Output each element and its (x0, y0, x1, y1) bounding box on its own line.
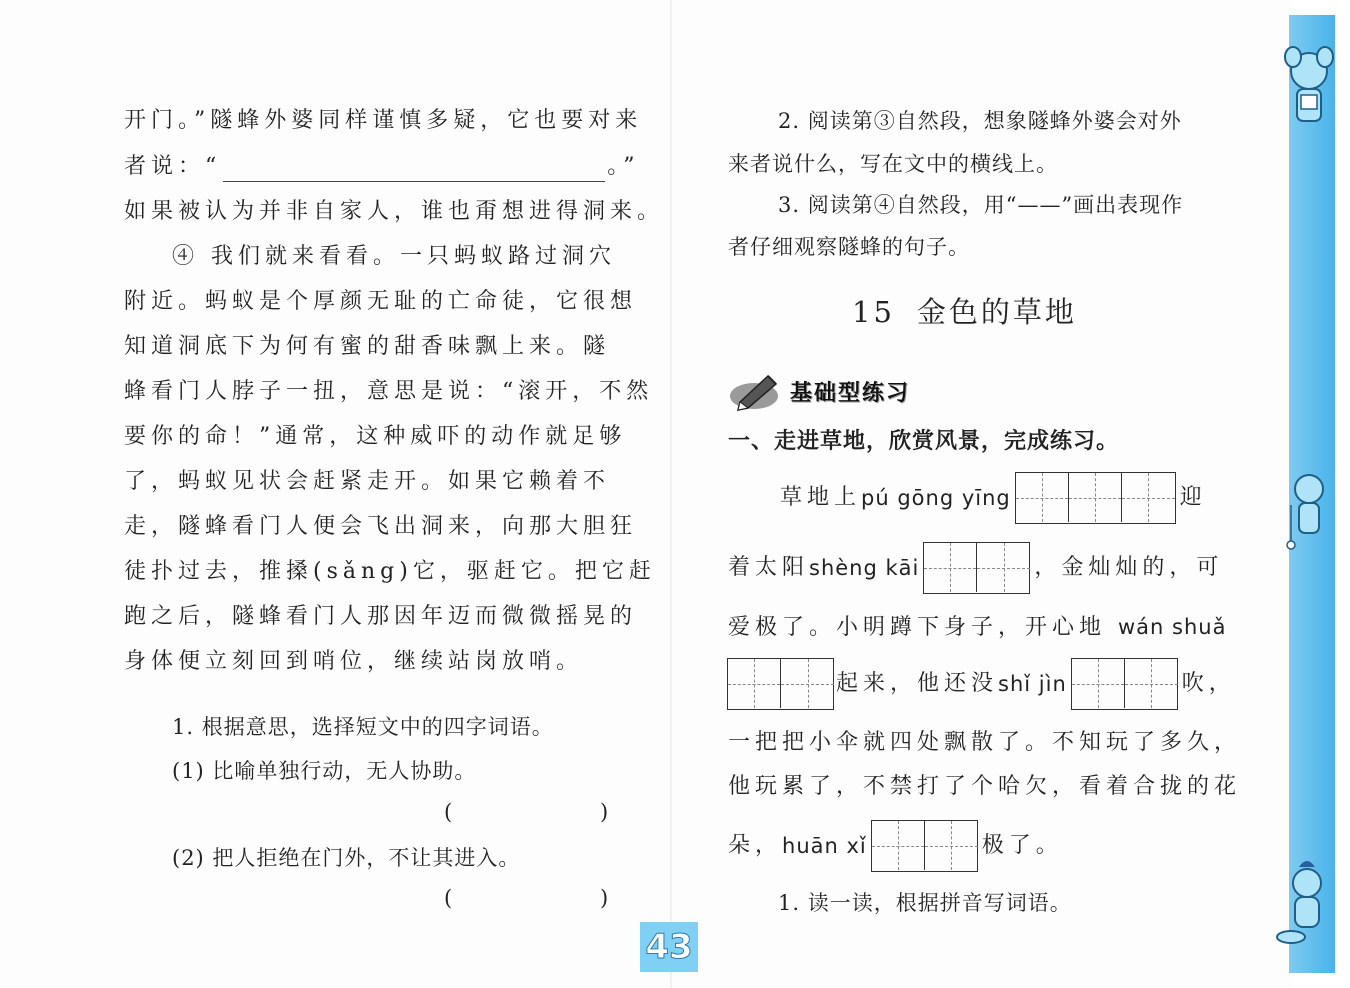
text: 着太阳 (728, 555, 810, 580)
lesson-number: 15 (852, 295, 895, 329)
text: 极了。 (981, 833, 1063, 858)
text: ，金灿灿的，可 (1034, 555, 1224, 580)
answer-grid[interactable] (1015, 472, 1176, 524)
passage-blank-line (124, 152, 640, 182)
answer-grid[interactable] (1071, 658, 1178, 710)
page-number: 43 (640, 922, 698, 972)
answer-grid[interactable] (871, 820, 978, 872)
answer-blank-line[interactable] (223, 155, 605, 182)
text: 起来，他还没 (836, 671, 999, 696)
exercise-line-1 (780, 470, 1207, 526)
exercise-line-4 (727, 656, 1236, 712)
cartoon-mascot-icon (1279, 465, 1335, 555)
answer-paren-close: ) (600, 886, 609, 910)
exercise-heading: 一、走进草地，欣赏风景，完成练习。 (728, 429, 1120, 454)
pinyin: pú gōng yīng (861, 486, 1011, 510)
pinyin: shǐ jìn (998, 672, 1067, 696)
answer-paren-open: ( (444, 800, 453, 824)
question-3-line2: 者仔细观察隧蜂的句子。 (728, 235, 970, 259)
cartoon-mascot-icon (1281, 37, 1337, 147)
question-2-line2: 来者说什么，写在文中的横线上。 (728, 152, 1058, 176)
exercise-line-2 (728, 540, 1223, 596)
passage-line: 开门。”隧蜂外婆同样谨慎多疑，它也要对来 (124, 108, 643, 133)
question-2-line1: 2. 阅读第③自然段，想象隧蜂外婆会对外 (778, 109, 1182, 133)
exercise-line-7 (728, 818, 1063, 874)
lesson-name: 金色的草地 (916, 295, 1077, 329)
sub-question-1: 1. 读一读，根据拼音写词语。 (778, 891, 1072, 915)
question-1-a: (1) 比喻单独行动，无人协助。 (172, 759, 477, 783)
answer-paren-close: ) (600, 800, 609, 824)
side-decoration-strip (1289, 15, 1335, 973)
passage-line: 了，蚂蚁见状会赶紧走开。如果它赖着不 (124, 469, 611, 494)
blank-prefix: 者说：“ (124, 154, 222, 179)
lesson-title (852, 290, 1077, 331)
exercise-line-5: 一把把小伞就四处飘散了。不知玩了多久， (728, 730, 1242, 755)
passage-line: 徒扑过去，推搡(sǎng)它，驱赶它。把它赶 (124, 559, 656, 584)
passage-line: 身体便立刻回到哨位，继续站岗放哨。 (124, 649, 584, 674)
cartoon-mascot-icon (1273, 853, 1333, 953)
passage-line: 跑之后，隧蜂看门人那因年迈而微微摇晃的 (124, 604, 638, 629)
answer-grid[interactable] (727, 658, 834, 710)
passage-line: 要你的命！”通常，这种威吓的动作就足够 (124, 424, 627, 449)
question-1-b: (2) 把人拒绝在门外，不让其进入。 (172, 846, 521, 870)
blank-suffix: 。” (607, 154, 640, 179)
section-badge (728, 368, 948, 412)
pinyin: shèng kāi (809, 556, 920, 580)
passage-line: 如果被认为并非自家人，谁也甭想进得洞来。 (124, 199, 665, 224)
exercise-line-6: 他玩累了，不禁打了个哈欠，看着合拢的花 (728, 774, 1242, 799)
text: 爱极了。小明蹲下身子，开心地 (728, 615, 1118, 640)
answer-grid[interactable] (923, 542, 1030, 594)
passage-line: 附近。蚂蚁是个厚颜无耻的亡命徒，它很想 (124, 289, 638, 314)
question-3-line1: 3. 阅读第④自然段，用“——”画出表现作 (778, 193, 1184, 217)
text: 草地上 (780, 485, 862, 510)
pencil-icon (728, 368, 786, 412)
text: 吹， (1181, 671, 1236, 696)
section-badge-label: 基础型练习 (790, 381, 911, 406)
pinyin: huān xǐ (782, 834, 867, 858)
text: 迎 (1179, 485, 1207, 510)
pinyin: wán shuǎ (1118, 615, 1227, 639)
text: 朵， (728, 833, 783, 858)
passage-line: ④ 我们就来看看。一只蚂蚁路过洞穴 (172, 244, 616, 269)
answer-paren-open: ( (444, 886, 453, 910)
passage-line: 蜂看门人脖子一扭，意思是说：“滚开，不然 (124, 379, 654, 404)
passage-line: 知道洞底下为何有蜜的甜香味飘上来。隧 (124, 334, 611, 359)
question-1: 1. 根据意思，选择短文中的四字词语。 (172, 715, 554, 739)
passage-line: 走，隧蜂看门人便会飞出洞来，向那大胆狂 (124, 514, 638, 539)
exercise-line-3 (728, 612, 1226, 643)
